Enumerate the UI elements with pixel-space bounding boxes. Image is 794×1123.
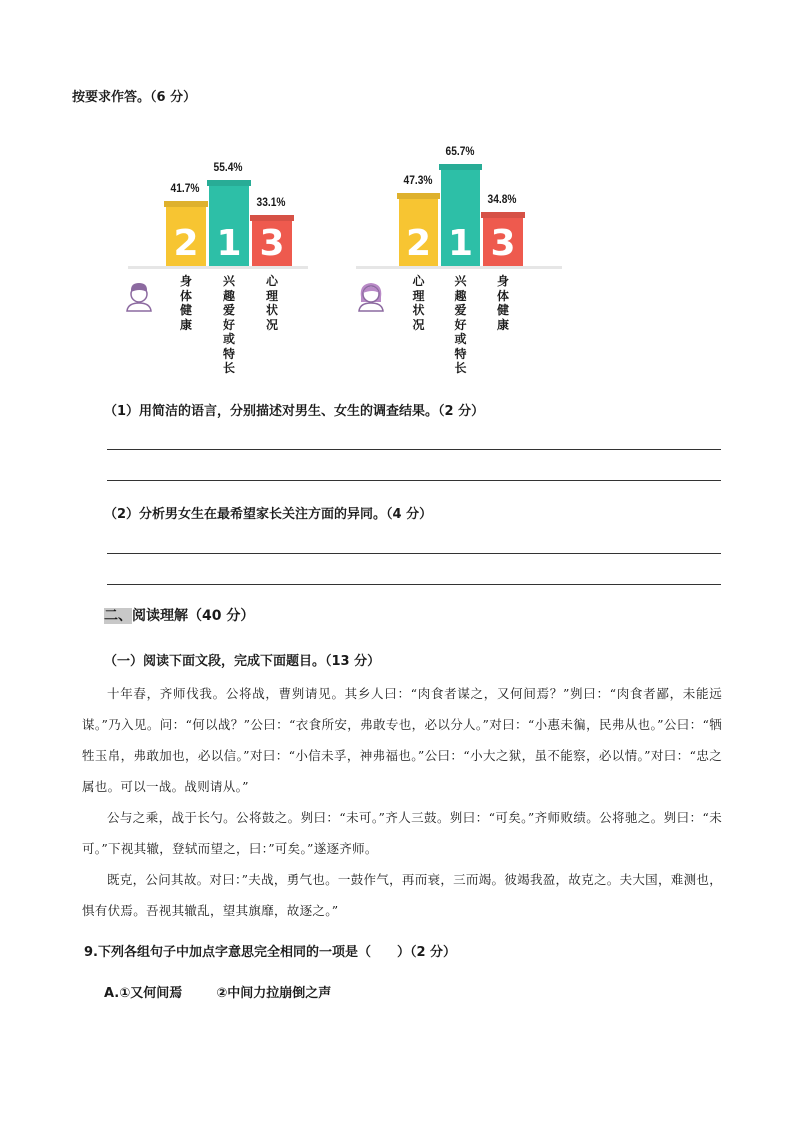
passage-paragraph: 公与之乘，战于长勺。公将鼓之。刿曰：“未可。”齐人三鼓。刿曰：“可矣。”齐师败绩。公将驰之。刿曰：“未可。”下视其辙，登轼而望之，曰：”可矣。”遂逐齐师。 (82, 810, 722, 856)
option-item: ②中间力拉崩倒之声 (216, 986, 332, 1001)
instruction: 按要求作答。（6 分） (72, 90, 197, 105)
bar-rank-number: 1 (447, 223, 474, 264)
answer-line (107, 584, 721, 585)
question-1: （1）用简洁的语言，分别描述对男生、女生的调查结果。（2 分） (104, 404, 485, 419)
passage-paragraph: 既克，公问其故。对曰：”夫战，勇气也。一鼓作气，再而衰，三而竭。彼竭我盈，故克之。夫大国，难测也，惧有伏焉。吾视其辙乱，望其旗靡，故逐之。” (82, 872, 722, 918)
category-label: 身体健康 (496, 274, 509, 332)
question-9: 9.下列各组句子中加点字意思完全相同的一项是（ ）（2 分） (84, 945, 457, 960)
section-number: 二、 (104, 608, 132, 624)
bar-cap (250, 215, 294, 221)
bar-rank-number: 1 (216, 223, 242, 264)
bar-value-label: 65.7% (445, 144, 475, 158)
bar-cap (207, 180, 251, 186)
category-label: 心理状况 (265, 274, 278, 332)
bar-rank-number: 2 (405, 223, 432, 264)
bar-cap (164, 201, 208, 207)
chart-bar (209, 180, 249, 266)
bar-value-label: 33.1% (256, 195, 286, 209)
category-label: 兴趣爱好或特长 (222, 274, 235, 375)
bar-value-label: 55.4% (213, 160, 243, 174)
section-heading (104, 605, 254, 625)
chart-baseline (128, 266, 308, 269)
answer-line (107, 449, 721, 450)
chart-bar (441, 164, 480, 266)
chart-girl (352, 120, 572, 380)
option-a (104, 982, 365, 1001)
bar-value-label: 41.7% (170, 181, 200, 195)
chart-bar (399, 193, 438, 266)
bar-cap (481, 212, 525, 218)
option-label: A. (104, 986, 120, 1001)
section-title: 阅读理解（40 分） (132, 608, 255, 624)
chart-bar (483, 212, 523, 266)
bar-rank-number: 2 (173, 223, 199, 264)
category-label: 心理状况 (412, 274, 425, 332)
category-label: 兴趣爱好或特长 (454, 274, 467, 375)
chart-bar (166, 201, 206, 266)
chart-baseline (356, 266, 562, 269)
girl-avatar-icon (356, 280, 386, 312)
answer-line (107, 480, 721, 481)
bar-cap (439, 164, 482, 170)
bar-rank-number: 3 (490, 223, 516, 264)
answer-line (107, 553, 721, 554)
bar-cap (397, 193, 440, 199)
chart-boy (120, 140, 330, 380)
chart-bar (252, 215, 292, 266)
option-item: ①又何间焉 (119, 986, 183, 1001)
bar-value-label: 34.8% (487, 192, 517, 206)
boy-avatar-icon (124, 280, 154, 312)
question-2: （2）分析男女生在最希望家长关注方面的异同。（4 分） (104, 507, 433, 522)
bar-rank-number: 3 (259, 223, 285, 264)
passage-paragraph: 十年春，齐师伐我。公将战，曹刿请见。其乡人曰：“肉食者谋之，又何间焉？”刿曰：“肉食者鄙，未能远谋。”乃入见。问：“何以战？”公曰：“衣食所安，弗敢专也，必以分人。”对曰：“小惠未徧，民弗从也。”公曰：“牺牲玉帛，弗敢加也，必以信。”对曰：“小信未孚，神弗福也。”公曰：“小大之狱，虽不能察，必以情。”对曰：“忠之属也。可以一战。战则请从。” (82, 686, 722, 794)
subsection-heading: （一）阅读下面文段，完成下面题目。（13 分） (104, 654, 381, 669)
category-label: 身体健康 (179, 274, 192, 332)
bar-value-label: 47.3% (403, 173, 433, 187)
